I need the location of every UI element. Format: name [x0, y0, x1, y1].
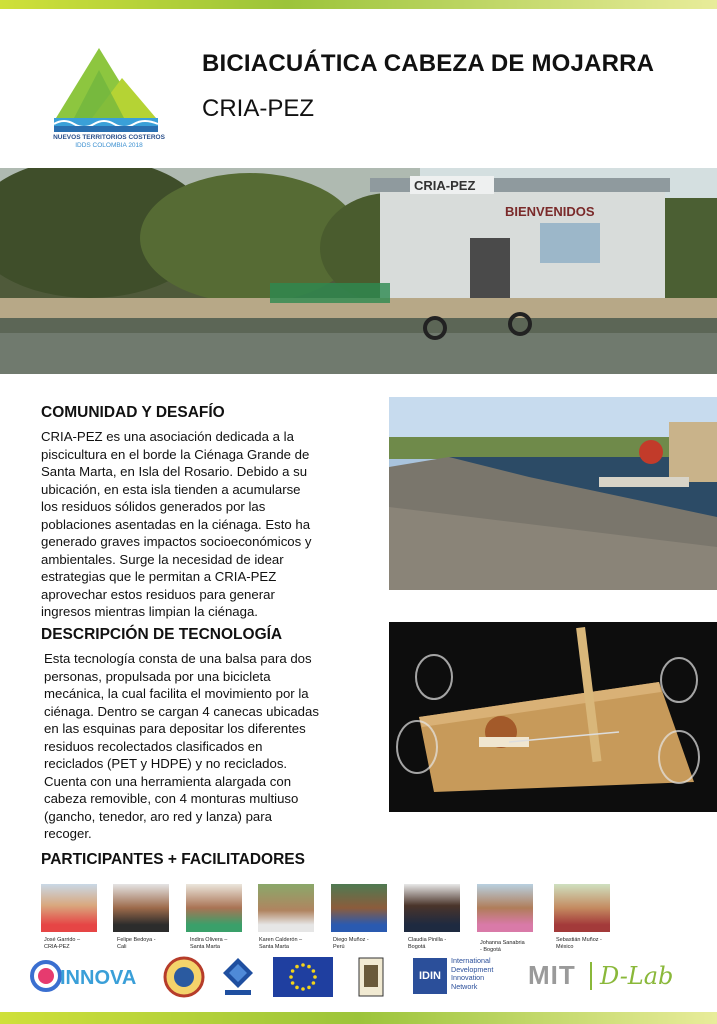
- photo-raft-prototype: [389, 622, 717, 812]
- participant-place-line: - Bogotá: [480, 946, 501, 953]
- community-line: aprovechar estos residuos para generar: [41, 586, 275, 602]
- technology-line: ciénaga. Dentro se cargan 4 canecas ubicadas: [44, 703, 319, 719]
- logo-line-2: IDDS COLOMBIA 2018: [75, 142, 143, 149]
- community-line: generado graves impactos socioeconómicos y: [41, 534, 312, 549]
- participant-name: [333, 937, 369, 950]
- idin-text-line: International: [451, 956, 491, 965]
- photo-waste-on-cienaga: [389, 397, 717, 590]
- participant-photo: [41, 884, 97, 932]
- eu-flag-logo: [273, 957, 333, 997]
- idin-text-line: Innovation: [451, 973, 485, 983]
- pescadores-logo: [358, 957, 384, 997]
- participant-name: [259, 937, 302, 950]
- technology-line: Cuenta con una herramienta alargada con: [44, 773, 292, 789]
- participant-name-line: Indira Olivera –: [190, 937, 228, 943]
- participant-name-line: José Garrido –: [44, 937, 81, 943]
- participant-name-line: Felipe Bedoya -: [117, 937, 156, 943]
- dlab-text: D-Lab: [600, 962, 674, 990]
- participant-photo: [258, 884, 314, 932]
- community-line: ambientales. Surge la necesidad de idear: [41, 551, 284, 567]
- technology-line: recoger.: [44, 826, 92, 841]
- idin-text: [451, 957, 493, 991]
- logo-divider: [590, 962, 592, 990]
- idin-logo: [413, 956, 523, 998]
- innova-text: INNOVA: [60, 967, 137, 989]
- technology-paragraph: [44, 650, 374, 843]
- participant-name: [480, 940, 525, 953]
- logo-line-1: NUEVOS TERRITORIOS COSTEROS: [53, 134, 165, 141]
- community-line: piscicultura en el borde la Ciénaga Grande de: [41, 446, 310, 462]
- mit-text: MIT: [528, 960, 576, 990]
- participant-name-line: Karen Calderón –: [259, 937, 303, 943]
- participants-heading: PARTICIPANTES + FACILITADORES: [41, 851, 305, 868]
- top-accent-bar: [0, 0, 717, 9]
- logo-caption: [44, 134, 174, 150]
- participant-photo: [554, 884, 610, 932]
- sign-criapez: CRIA-PEZ: [414, 178, 476, 193]
- participant-place-line: Bogotá: [408, 943, 426, 950]
- page-subtitle: CRIA-PEZ: [202, 95, 315, 122]
- hero-photo-criapez-site: [0, 168, 717, 374]
- innova-logo: [30, 958, 142, 994]
- participant-name: [408, 937, 446, 950]
- bottom-accent-bar: [0, 1012, 717, 1024]
- page-title: BICIACUÁTICA CABEZA DE MOJARRA: [202, 50, 655, 77]
- participant-place-line: Perú: [333, 943, 345, 950]
- participant-name-line: Sebastián Muñoz -: [556, 937, 602, 943]
- mit-dlab-logo: [528, 960, 698, 994]
- idin-mark: IDIN: [413, 958, 447, 994]
- participant-name-line: Diego Muñoz -: [333, 937, 369, 943]
- participant-place-line: Santa Marta: [259, 943, 289, 950]
- community-line: Santa Marta, en Isla del Rosario. Debido a su: [41, 464, 308, 479]
- participant-photo: [113, 884, 169, 932]
- community-line: poblaciones asentadas en la ciénaga. Esto ha: [41, 516, 311, 532]
- participant-photo: [186, 884, 242, 932]
- idin-text-line: Network: [451, 981, 478, 991]
- community-line: ubicación, en esta isla tienden a acumularse: [41, 481, 301, 497]
- participant-place-line: México: [556, 943, 574, 950]
- participant-place-line: Santa Marta: [190, 943, 220, 950]
- university-crest-logo: [221, 956, 255, 998]
- community-line: CRIA-PEZ es una asociación dedicada a la: [41, 429, 294, 444]
- technology-line: Esta tecnología consta de una balsa para dos: [44, 651, 312, 666]
- idin-text-line: Development: [451, 964, 494, 974]
- technology-line: mecánica, la cual facilita el movimiento por la: [44, 686, 309, 701]
- participant-name: [44, 937, 80, 950]
- participant-place-line: CRIA-PEZ: [44, 943, 70, 950]
- technology-line: residuos recolectados clasificados en: [44, 738, 263, 754]
- participant-name: [117, 937, 156, 950]
- participant-name-line: Claudia Pinilla -: [408, 937, 447, 943]
- participant-name: [556, 937, 602, 950]
- technology-line: en las esquinas para depositar los diferentes: [44, 721, 306, 736]
- technology-line: personas, propulsada por una bicicleta: [44, 668, 271, 684]
- participant-photo: [404, 884, 460, 932]
- community-line: ingresos mientras limpian la ciénaga.: [41, 604, 258, 619]
- participant-place-line: Cali: [117, 943, 127, 950]
- technology-line: (gancho, tenedor, aro red y lanza) para: [44, 808, 272, 824]
- participant-name: [190, 937, 227, 950]
- technology-line: reciclados (PET y HDPE) y no reciclados.: [44, 756, 288, 771]
- community-line: estrategias que le permitan a CRIA-PEZ: [41, 569, 277, 584]
- technology-line: cabeza removible, con 4 monturas multiuso: [44, 791, 299, 806]
- technology-heading: DESCRIPCIÓN DE TECNOLOGÍA: [41, 626, 283, 643]
- participant-photo: [477, 884, 533, 932]
- community-heading: COMUNIDAD Y DESAFÍO: [41, 404, 225, 421]
- participant-photo: [331, 884, 387, 932]
- community-line: los residuos sólidos generados por las: [41, 499, 266, 514]
- universidad-magdalena-seal: [163, 956, 205, 998]
- community-paragraph: [41, 428, 371, 621]
- participant-name-line: Johanna Sanabria: [480, 940, 525, 946]
- sign-bienvenidos: BIENVENIDOS: [505, 204, 595, 219]
